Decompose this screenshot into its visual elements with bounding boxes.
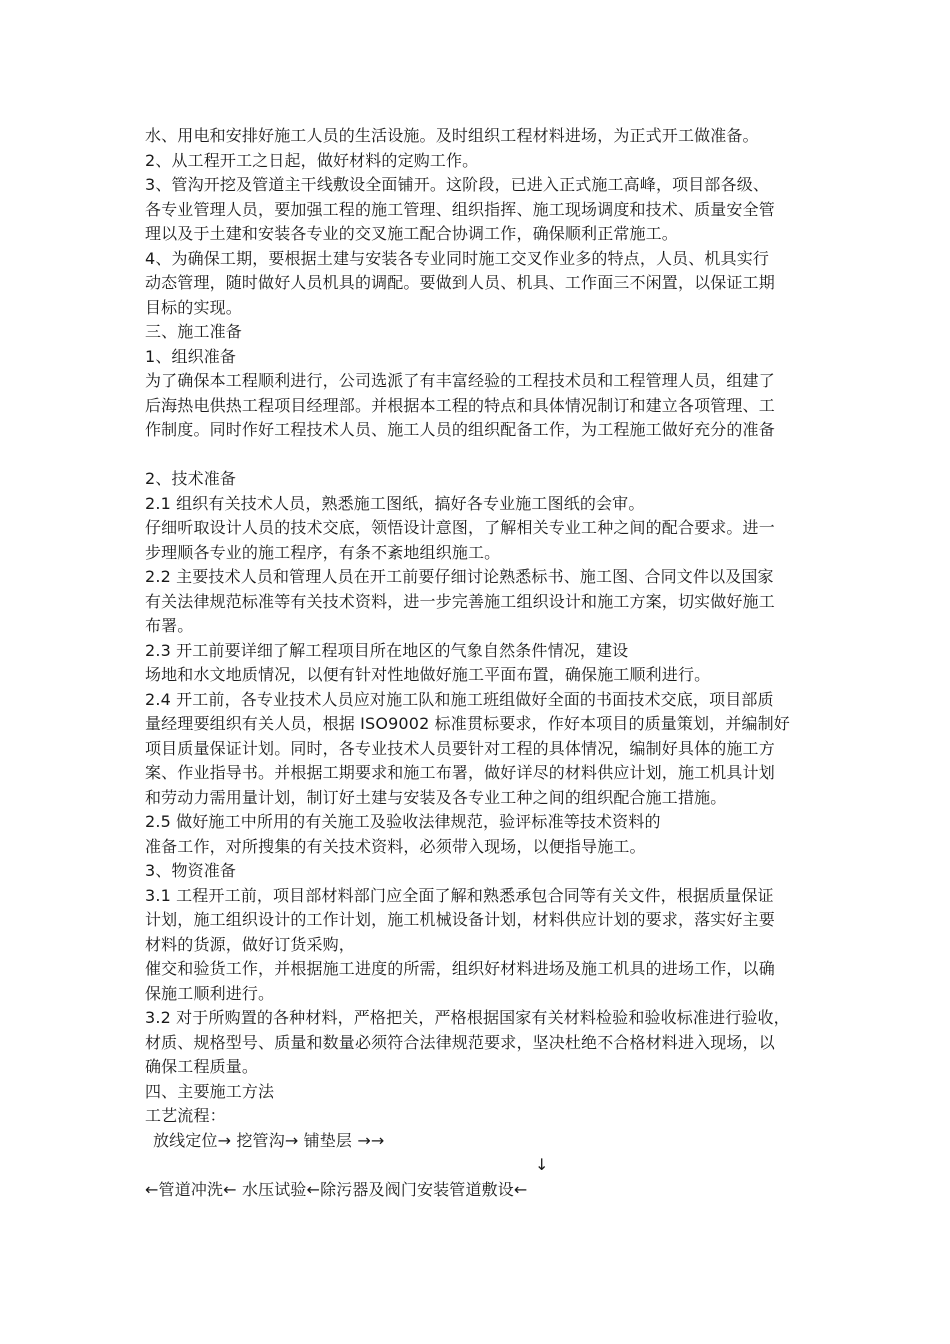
subsection-heading: 2、技术准备: [145, 469, 237, 488]
text-line: 2.4 开工前，各专业技术人员应对施工队和施工班组做好全面的书面技术交底，项目部质: [145, 689, 774, 709]
text-line: 保施工顺利进行。: [145, 983, 275, 1003]
down-arrow-icon: ↓: [535, 1155, 549, 1174]
text-line: 动态管理，随时做好人员机具的调配。要做到人员、机具、工作面三不闲置，以保证工期: [145, 273, 775, 292]
text-line: 2、从工程开工之日起，做好材料的定购工作。: [145, 150, 479, 170]
text-line: 有关法律规范标准等有关技术资料，进一步完善施工组织设计和施工方案，切实做好施工: [145, 591, 775, 611]
subsection-heading: 3、物资准备: [145, 861, 237, 880]
text-line: 材料的货源，做好订货采购，: [145, 934, 355, 954]
text-line: 仔细听取设计人员的技术交底，领悟设计意图，了解相关专业工种之间的配合要求。进一: [145, 518, 775, 537]
text-line: 准备工作，对所搜集的有关技术资料，必须带入现场，以便指导施工。: [145, 836, 646, 856]
text-line: 3、管沟开挖及管道主干线敷设全面铺开。这阶段，已进入正式施工高峰，项目部各级、: [145, 175, 770, 194]
text-line: 案、作业指导书。并根据工期要求和施工布署，做好详尽的材料供应计划，施工机具计划: [145, 763, 775, 782]
text-line: 确保工程质量。: [145, 1057, 259, 1076]
text-line: 后海热电供热工程项目经理部。并根据本工程的特点和具体情况制订和建立各项管理、工: [145, 395, 775, 415]
text-line: 4、为确保工期，要根据土建与安装各专业同时施工交叉作业多的特点，人员、机具实行: [145, 248, 770, 268]
text-line: 计划，施工组织设计的工作计划，施工机械设备计划，材料供应计划的要求，落实好主要: [145, 910, 775, 929]
text-line: 3.1 工程开工前，项目部材料部门应全面了解和熟悉承包合同等有关文件，根据质量保证: [145, 885, 774, 905]
text-line: 2.3 开工前要详细了解工程项目所在地区的气象自然条件情况，建设: [145, 640, 629, 660]
text-line: 和劳动力需用量计划，制订好土建与安装及各专业工种之间的组织配合施工措施。: [145, 787, 727, 807]
text-line: 2.2 主要技术人员和管理人员在开工前要仔细讨论熟悉标书、施工图、合同文件以及国家: [145, 567, 774, 586]
text-line: 量经理要组织有关人员，根据 ISO9002 标准贯标要求，作好本项目的质量策划，并编制好: [145, 714, 790, 733]
process-flow-top: 放线定位→ 挖管沟→ 铺垫层 →→: [153, 1130, 385, 1150]
text-line: 布署。: [145, 616, 194, 635]
text-line: 催交和验货工作，并根据施工进度的所需，组织好材料进场及施工机具的进场工作，以确: [145, 959, 775, 978]
text-line: 3.2 对于所购置的各种材料，严格把关，严格根据国家有关材料检验和验收标准进行验收，: [145, 1008, 790, 1027]
text-line: 为了确保本工程顺利进行，公司选派了有丰富经验的工程技术员和工程管理人员，组建了: [145, 371, 775, 390]
process-flow-bottom: ←管道冲洗← 水压试验←除污器及阀门安装管道敷设←: [145, 1179, 528, 1199]
text-line: 项目质量保证计划。同时，各专业技术人员要针对工程的具体情况，编制好具体的施工方: [145, 738, 775, 758]
text-line: 场地和水文地质情况，以便有针对性地做好施工平面布置，确保施工顺利进行。: [145, 665, 711, 684]
text-line: 作制度。同时作好工程技术人员、施工人员的组织配备工作，为工程施工做好充分的准备: [145, 420, 775, 439]
text-line: 工艺流程：: [145, 1106, 226, 1125]
text-line: 水、用电和安排好施工人员的生活设施。及时组织工程材料进场，为正式开工做准备。: [145, 126, 759, 145]
text-line: 各专业管理人员，要加强工程的施工管理、组织指挥、施工现场调度和技术、质量安全管: [145, 199, 775, 219]
text-line: 2.1 组织有关技术人员，熟悉施工图纸，搞好各专业施工图纸的会审。: [145, 493, 645, 513]
text-line: 2.5 做好施工中所用的有关施工及验收法律规范，验评标准等技术资料的: [145, 812, 661, 831]
text-line: 目标的实现。: [145, 297, 242, 317]
blank-line: [145, 443, 813, 468]
document-body: [145, 124, 813, 1202]
text-line: 步理顺各专业的施工程序，有条不紊地组织施工。: [145, 542, 501, 562]
section-heading: 四、主要施工方法: [145, 1081, 275, 1101]
text-line: 理以及于土建和安装各专业的交叉施工配合协调工作，确保顺利正常施工。: [145, 224, 678, 243]
section-heading: 三、施工准备: [145, 322, 242, 341]
subsection-heading: 1、组织准备: [145, 346, 237, 366]
text-line: 材质、规格型号、质量和数量必须符合法律规范要求，坚决杜绝不合格材料进入现场，以: [145, 1032, 775, 1052]
